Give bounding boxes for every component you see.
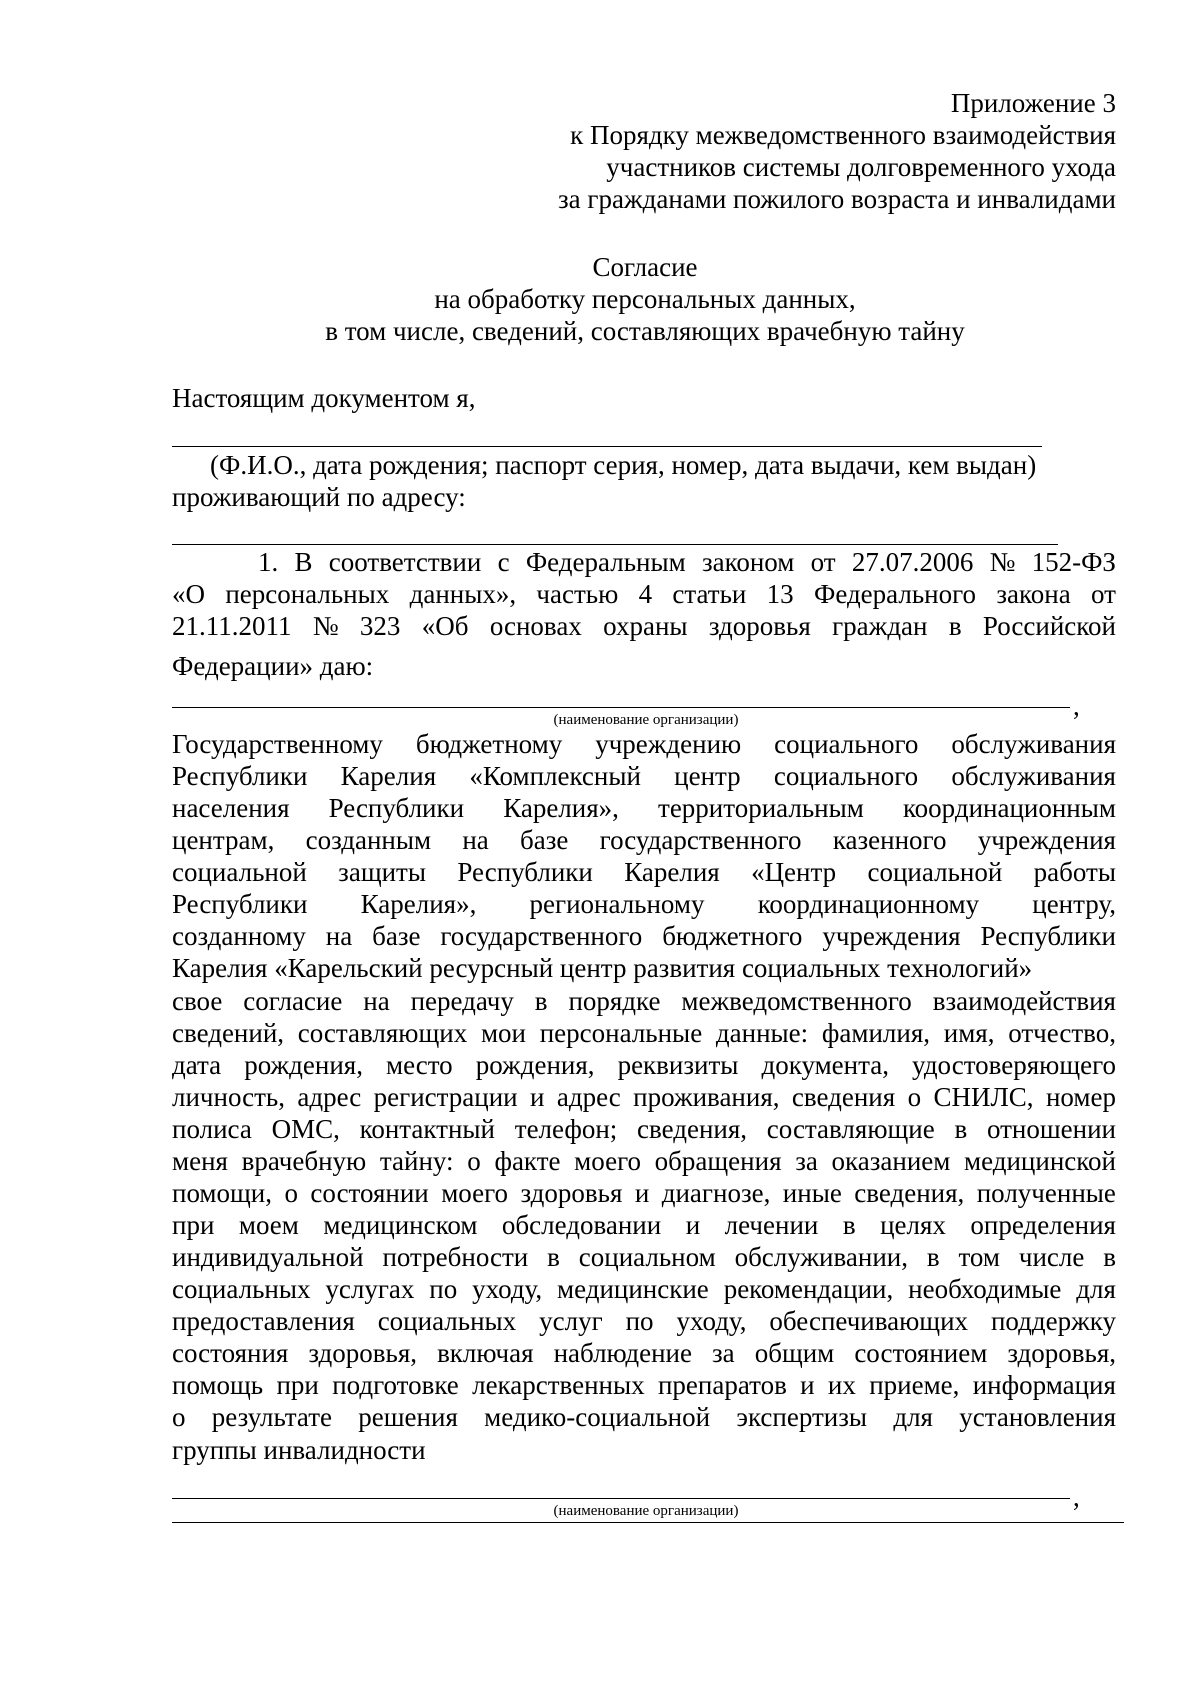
text-line xyxy=(172,546,1116,578)
org-hint-1: (наименование организации) xyxy=(553,712,739,728)
word: 1. xyxy=(258,547,279,577)
word: учреждения xyxy=(822,921,961,951)
text-line xyxy=(172,985,1116,1017)
word: в xyxy=(954,1114,968,1144)
word: числе xyxy=(1018,1242,1085,1272)
word: для xyxy=(893,1402,933,1432)
word: социальной xyxy=(172,857,307,887)
word: фамилия, xyxy=(821,1018,931,1048)
word: за xyxy=(795,1146,818,1176)
word: № xyxy=(312,611,339,641)
word: адрес xyxy=(297,1082,362,1112)
word: документа, xyxy=(761,1050,889,1080)
text-line xyxy=(172,1113,1116,1145)
text-line xyxy=(172,1017,1116,1049)
address-blank-line xyxy=(172,544,1058,545)
text-line xyxy=(172,824,1116,856)
word: состояния xyxy=(172,1338,289,1368)
word: медицинской xyxy=(964,1146,1116,1176)
text-line xyxy=(172,1401,1116,1433)
word: медико-социальной xyxy=(484,1402,711,1432)
word: уходу, xyxy=(676,1306,747,1336)
text-line xyxy=(172,728,1116,760)
word: в xyxy=(534,986,548,1016)
word: «О xyxy=(172,579,205,609)
word: в xyxy=(842,1210,856,1240)
doc-title: Согласие xyxy=(592,252,698,282)
word: ОМС, xyxy=(271,1114,340,1144)
word: и xyxy=(800,1370,815,1400)
word: Республики xyxy=(980,921,1116,951)
text-line xyxy=(172,1369,1116,1401)
word: включая xyxy=(437,1338,534,1368)
word: информация xyxy=(972,1370,1116,1400)
word: государственного xyxy=(599,825,802,855)
word: с xyxy=(497,547,510,577)
word: адрес xyxy=(556,1082,621,1112)
word: о xyxy=(467,1146,481,1176)
word: моего xyxy=(574,1146,641,1176)
word: Республики xyxy=(328,793,465,823)
word: Республики xyxy=(172,761,308,791)
text-line xyxy=(172,1145,1116,1177)
word: созданным xyxy=(305,825,432,855)
word: рождения, xyxy=(475,1050,595,1080)
word: сведения, xyxy=(637,1114,748,1144)
word: В xyxy=(294,547,313,577)
word: Карелия xyxy=(624,857,720,887)
body-organizations xyxy=(172,728,1116,952)
word: центр xyxy=(674,761,741,791)
word: о xyxy=(907,1082,922,1112)
word: сведений, xyxy=(172,1018,285,1048)
word: в xyxy=(926,1242,940,1272)
word: частью xyxy=(536,579,619,609)
word: территориальным xyxy=(658,793,864,823)
word: имя, xyxy=(943,1018,995,1048)
word: потребности xyxy=(382,1242,529,1272)
word: меня xyxy=(172,1146,228,1176)
text-line xyxy=(172,1273,1116,1305)
word: проживания, xyxy=(633,1082,780,1112)
org-blank-comma-2: , xyxy=(1073,1482,1080,1512)
word: 27.07.2006 xyxy=(851,547,974,577)
word: медицинском xyxy=(323,1210,478,1240)
word: законом xyxy=(701,547,795,577)
word: и xyxy=(685,1210,701,1240)
word: контактный xyxy=(359,1114,496,1144)
appendix-ref-line-1: к Порядку межведомственного взаимодействия xyxy=(570,120,1116,150)
word: по xyxy=(625,1306,654,1336)
text-line xyxy=(172,1337,1116,1369)
word: состоянием xyxy=(854,1338,988,1368)
word: охраны xyxy=(603,611,688,641)
word: «Об xyxy=(421,611,469,641)
word: на xyxy=(325,921,353,951)
word: закона xyxy=(996,579,1071,609)
word: том xyxy=(958,1242,1000,1272)
word: регистрации xyxy=(373,1082,518,1112)
word: решения xyxy=(358,1402,458,1432)
word: граждан xyxy=(832,611,928,641)
word: препаратов xyxy=(657,1370,787,1400)
text-line xyxy=(172,760,1116,792)
text-line xyxy=(172,920,1116,952)
word: сведения xyxy=(791,1082,896,1112)
word: мои xyxy=(480,1018,526,1048)
org-blank-comma-1: , xyxy=(1073,691,1080,721)
text-line xyxy=(172,1209,1116,1241)
org-blank-line-2 xyxy=(172,1498,1070,1499)
word: социальной xyxy=(867,857,1003,887)
word: персональные xyxy=(539,1018,703,1048)
word: телефон; xyxy=(514,1114,618,1144)
word: по xyxy=(429,1274,458,1304)
word: Карелия», xyxy=(503,793,619,823)
body-consent-last: группы инвалидности xyxy=(172,1435,426,1465)
appendix-number: Приложение 3 xyxy=(950,88,1116,118)
word: лекарственных xyxy=(472,1370,645,1400)
word: учреждения xyxy=(977,825,1116,855)
text-line xyxy=(172,856,1116,888)
word: моем xyxy=(238,1210,299,1240)
word: для xyxy=(1076,1274,1116,1304)
word: и xyxy=(634,1178,650,1208)
word: «Комплексный xyxy=(469,761,641,791)
word: центрам, xyxy=(172,825,275,855)
word: 152-ФЗ xyxy=(1031,547,1116,577)
word: реквизиты xyxy=(617,1050,739,1080)
word: на xyxy=(462,825,489,855)
word: соответствии xyxy=(328,547,482,577)
word: Федеральным xyxy=(525,547,686,577)
word: 13 xyxy=(766,579,794,609)
word: СНИЛС, xyxy=(933,1082,1034,1112)
word: место xyxy=(386,1050,453,1080)
word: полученные xyxy=(976,1178,1116,1208)
word: региональному xyxy=(529,889,705,919)
word: Карелия», xyxy=(360,889,477,919)
word: здоровья, xyxy=(1007,1338,1116,1368)
text-line xyxy=(172,792,1116,824)
word: передачу xyxy=(410,986,514,1016)
paragraph-1 xyxy=(172,546,1116,642)
word: в xyxy=(948,611,962,641)
text-line xyxy=(172,1241,1116,1273)
word: социальном xyxy=(578,1242,716,1272)
word: «Центр xyxy=(751,857,837,887)
word: общим xyxy=(754,1338,835,1368)
word: 21.11.2011 xyxy=(172,611,292,641)
word: Российской xyxy=(982,611,1116,641)
word: социальных xyxy=(172,1274,311,1304)
word: статьи xyxy=(672,579,747,609)
word: номер xyxy=(1045,1082,1116,1112)
word: рождения, xyxy=(244,1050,363,1080)
word: координационному xyxy=(757,889,980,919)
word: лечении xyxy=(724,1210,819,1240)
appendix-ref-line-2: участников системы долговременного ухода xyxy=(606,152,1116,182)
word: за xyxy=(712,1338,735,1368)
word: государственного xyxy=(440,921,643,951)
word: обслуживания xyxy=(951,729,1116,759)
text-line xyxy=(172,1049,1116,1081)
word: межведомственного xyxy=(681,986,912,1016)
doc-subtitle-1: на обработку персональных данных, xyxy=(434,284,856,314)
word: отношении xyxy=(986,1114,1116,1144)
word: Государственному xyxy=(172,729,383,759)
word: работы xyxy=(1033,857,1116,887)
word: 323 xyxy=(359,611,401,641)
word: данных», xyxy=(409,579,517,609)
word: бюджетному xyxy=(415,729,563,759)
word: сведения, xyxy=(854,1178,965,1208)
word: социального xyxy=(773,761,919,791)
word: услуг xyxy=(539,1306,603,1336)
appendix-ref-line-3: за гражданами пожилого возраста и инвалидами xyxy=(557,184,1116,214)
word: основах xyxy=(489,611,582,641)
word: индивидуальной xyxy=(172,1242,364,1272)
word: Республики xyxy=(457,857,593,887)
word: порядке xyxy=(568,986,661,1016)
word: защиты xyxy=(338,857,427,887)
word: взаимодействия xyxy=(932,986,1116,1016)
word: экспертизы xyxy=(736,1402,868,1432)
word: обслуживании, xyxy=(734,1242,908,1272)
word: социального xyxy=(774,729,919,759)
text-line xyxy=(172,1081,1116,1113)
org-blank-line-1 xyxy=(172,707,1070,708)
word: предоставления xyxy=(172,1306,355,1336)
word: от xyxy=(810,547,836,577)
text-line xyxy=(172,1177,1116,1209)
word: полиса xyxy=(172,1114,252,1144)
word: Республики xyxy=(172,889,308,919)
word: 4 xyxy=(638,579,653,609)
text-line xyxy=(172,1305,1116,1337)
word: учреждению xyxy=(595,729,742,759)
word: здоровья, xyxy=(308,1338,418,1368)
word: иные xyxy=(782,1178,842,1208)
word: персональных xyxy=(225,579,390,609)
word: подготовке xyxy=(332,1370,459,1400)
word: приеме, xyxy=(869,1370,960,1400)
address-label: проживающий по адресу: xyxy=(172,482,466,512)
word: обращения xyxy=(654,1146,782,1176)
word: медицинские xyxy=(557,1274,709,1304)
name-blank-line xyxy=(172,446,1042,447)
word: обследовании xyxy=(501,1210,662,1240)
word: моего xyxy=(441,1178,509,1208)
word: № xyxy=(989,547,1016,577)
text-line xyxy=(172,578,1116,610)
word: состоянии xyxy=(310,1178,429,1208)
paragraph-1-last-line: Федерации» даю: xyxy=(172,651,374,681)
text-line xyxy=(172,610,1116,642)
word: здоровья xyxy=(520,1178,623,1208)
word: помощь xyxy=(172,1370,264,1400)
word: составляющих xyxy=(297,1018,468,1048)
bottom-rule xyxy=(172,1522,1124,1523)
word: на xyxy=(363,986,390,1016)
word: установления xyxy=(959,1402,1116,1432)
word: здоровья xyxy=(708,611,811,641)
word: бюджетного xyxy=(662,921,803,951)
word: диагнозе, xyxy=(661,1178,771,1208)
word: тайну: xyxy=(379,1146,454,1176)
word: казенного xyxy=(832,825,947,855)
word: и xyxy=(530,1082,545,1112)
word: о xyxy=(172,1402,186,1432)
word: при xyxy=(172,1210,215,1240)
word: отчество, xyxy=(1008,1018,1116,1048)
word: свое xyxy=(172,986,223,1016)
body-consent-text xyxy=(172,985,1116,1433)
word: о xyxy=(284,1178,298,1208)
word: базе xyxy=(520,825,569,855)
word: услугах xyxy=(325,1274,415,1304)
word: их xyxy=(827,1370,856,1400)
word: в xyxy=(547,1242,560,1272)
name-hint: (Ф.И.О., дата рождения; паспорт серия, номер, дата выдачи, кем выдан) xyxy=(210,450,1037,480)
word: координационным xyxy=(902,793,1116,823)
text-line xyxy=(172,888,1116,920)
word: помощи, xyxy=(172,1178,273,1208)
word: необходимые xyxy=(908,1274,1062,1304)
word: целях xyxy=(880,1210,946,1240)
body-organizations-last: Карелия «Карельский ресурсный центр развития социальных технологий» xyxy=(172,953,1033,983)
word: созданному xyxy=(172,921,306,951)
word: результате xyxy=(211,1402,332,1432)
word: определения xyxy=(970,1210,1116,1240)
word: врачебную xyxy=(241,1146,367,1176)
word: составляющие xyxy=(766,1114,935,1144)
word: обеспечивающих xyxy=(769,1306,969,1336)
word: базе xyxy=(372,921,421,951)
word: факте xyxy=(494,1146,561,1176)
word: населения xyxy=(172,793,290,823)
doc-subtitle-2: в том числе, сведений, составляющих врачебную тайну xyxy=(325,316,965,346)
word: данные: xyxy=(715,1018,809,1048)
word: уходу, xyxy=(472,1274,543,1304)
word: удостоверяющего xyxy=(912,1050,1116,1080)
word: личность, xyxy=(172,1082,285,1112)
word: обслуживания xyxy=(951,761,1116,791)
word: при xyxy=(276,1370,319,1400)
word: наблюдение xyxy=(553,1338,692,1368)
word: от xyxy=(1091,579,1116,609)
word: оказанием xyxy=(831,1146,951,1176)
word: Федерального xyxy=(813,579,977,609)
org-hint-2: (наименование организации) xyxy=(553,1503,739,1519)
word: в xyxy=(1103,1242,1116,1272)
intro-text: Настоящим документом я, xyxy=(172,383,476,413)
word: поддержку xyxy=(990,1306,1116,1336)
word: социальных xyxy=(377,1306,517,1336)
word: центру, xyxy=(1032,889,1116,919)
word: дата xyxy=(172,1050,222,1080)
word: Карелия xyxy=(340,761,437,791)
word: согласие xyxy=(243,986,343,1016)
word: рекомендации, xyxy=(723,1274,894,1304)
